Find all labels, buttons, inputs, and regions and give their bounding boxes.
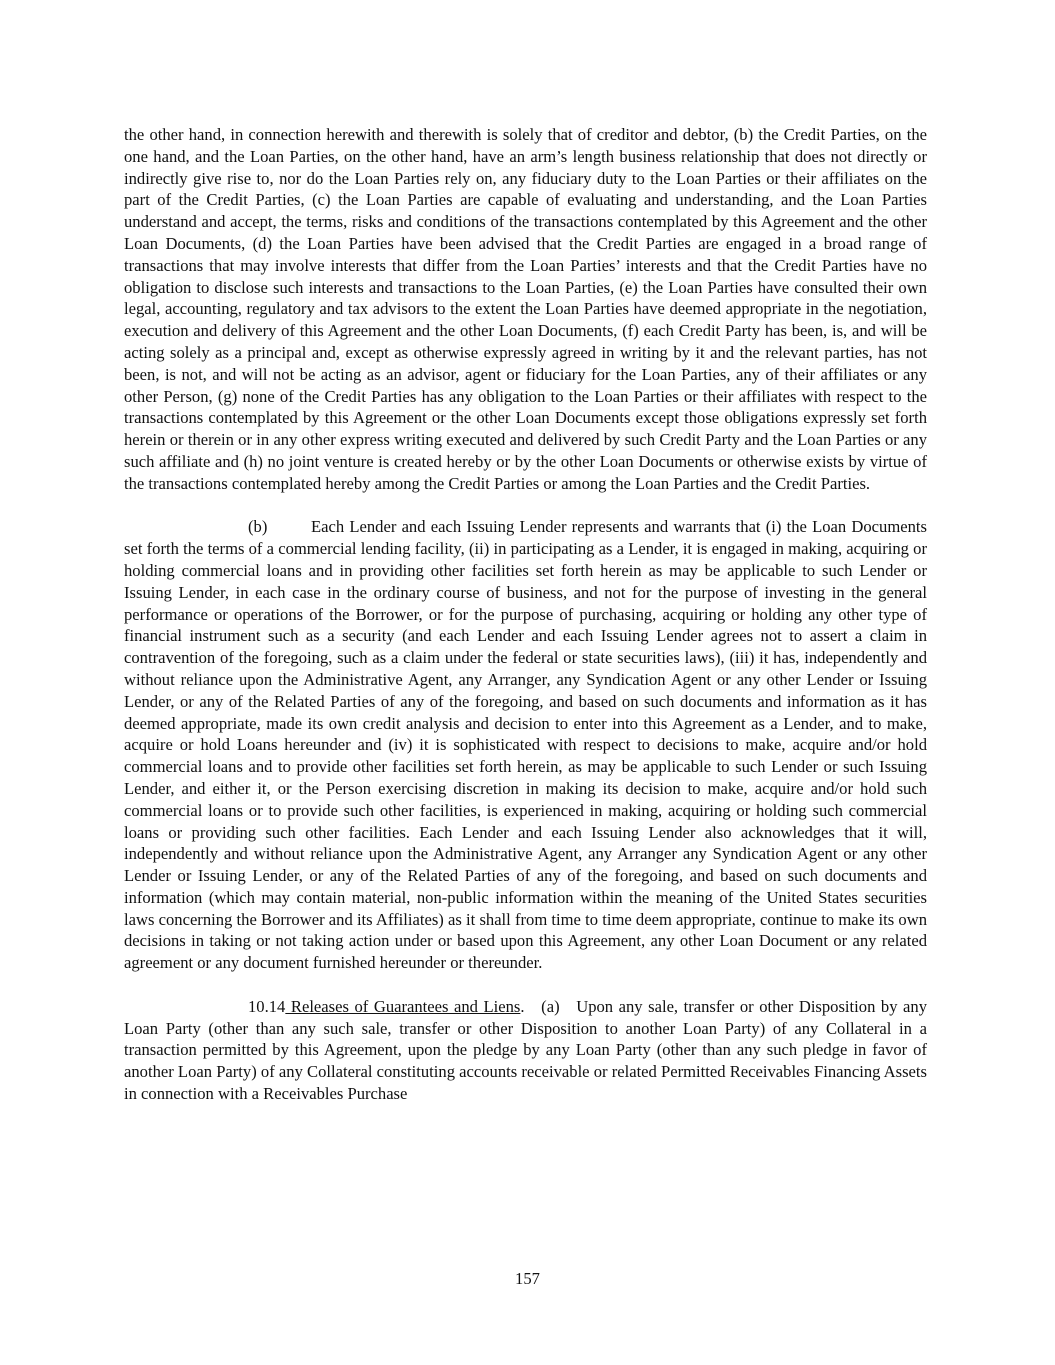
paragraph-b-text: Each Lender and each Issuing Lender represents and warrants that (i) the Loan Documents set forth the terms of a commercial lending facility, (ii) in participating as a Lender, it is engaged in making, acquiring or holding commercial loans and in providing other facilities set forth herein as may be applicable to such Lender or Issuing Lender, in each case in the ordinary course of business, and not for the purpose of investing in the general performance or operations of the Borrower, or for the purpose of purchasing, acquiring or holding any other type of financial instrument such as a security (and each Lender and each Issuing Lender agrees not to assert a claim in contravention of the foregoing, such as a claim under the federal or state securities laws), (iii) it has, independently and without reliance upon the Administrative Agent, any Arranger, any Syndication Agent or any other Lender or Issuing Lender, or any of the Related Parties of any of the foregoing, and based on such documents and information as it has deemed appropriate, made its own credit analysis and decision to enter into this Agreement as a Lender, and to make, acquire or hold Loans hereunder and (iv) it is sophisticated with respect to decisions to make, acquire and/or hold commercial loans and to provide other facilities set forth herein, as may be applicable to such Lender or such Issuing Lender, and either it, or the Person exercising discretion in making its decision to make, acquire and/or hold such commercial loans or to provide such other facilities, is experienced in making, acquiring or holding such commercial loans or providing such other facilities. Each Lender and each Issuing Lender also acknowledges that it will, independently and without reliance upon the Administrative Agent, any Arranger any Syndication Agent or any other Lender or Issuing Lender, or any of the Related Parties of any of the foregoing, and based on such documents and information (which may contain material, non-public information within the meaning of the United States securities laws concerning the Borrower and its Affiliates) as it shall from time to time deem appropriate, continue to make its own decisions in taking or not taking action under or based upon this Agreement, any other Loan Document or any related agreement or any document furnished hereunder or thereunder.: [124, 517, 927, 973]
paragraph-label: (b): [248, 517, 268, 537]
section-10-14: [124, 996, 927, 1105]
paragraph-b: [124, 516, 927, 974]
section-number: 10.14: [248, 996, 286, 1016]
section-title-period: .: [520, 996, 525, 1016]
paragraph-continuation: the other hand, in connection herewith and therewith is solely that of creditor and debtor, (b) the Credit Parties, on the one hand, and the Loan Parties, on the other hand, have an arm’s length business relationship that does not directly or indirectly give rise to, nor do the Loan Parties rely on, any fiduciary duty to the Loan Parties or their affiliates on the part of the Credit Parties, (c) the Loan Parties are capable of evaluating and understanding, and the Loan Parties understand and accept, the terms, risks and conditions of the transactions contemplated by this Agreement and the other Loan Documents, (d) the Loan Parties have been advised that the Credit Parties are engaged in a broad range of transactions that may involve interests that differ from the Loan Parties’ interests and that the Credit Parties have no obligation to disclose such interests and transactions to the Loan Parties, (e) the Loan Parties have consulted their own legal, accounting, regulatory and tax advisors to the extent the Loan Parties have deemed appropriate in the negotiation, execution and delivery of this Agreement and the other Loan Documents, (f) each Credit Party has been, is, and will be acting solely as a principal and, except as otherwise expressly agreed in writing by it and the relevant parties, has not been, is not, and will not be acting as an advisor, agent or fiduciary for the Loan Parties, any of their affiliates or any other Person, (g) none of the Credit Parties has any obligation to the Loan Parties or their affiliates with respect to the transactions contemplated by this Agreement or the other Loan Documents except those obligations expressly set forth herein or therein or in any other express writing executed and delivered by such Credit Party and the Loan Parties or any such affiliate and (h) no joint venture is created hereby or by the other Loan Documents or otherwise exists by virtue of the transactions contemplated hereby among the Credit Parties or among the Loan Parties and the Credit Parties.: [124, 125, 927, 493]
section-10-14-text: Upon any sale, transfer or other Disposition by any Loan Party (other than any such sale, transfer or other Disposition to another Loan Party) of any Collateral in a transaction permitted by this Agreement, upon the pledge by any Loan Party (other than any such pledge in favor of another Loan Party) of any Collateral constituting accounts receivable or related Permitted Receivables Financing Assets in connection with a Receivables Purchase: [124, 996, 927, 1104]
page-number: 157: [515, 1269, 540, 1288]
document-page: [124, 124, 927, 1127]
section-title: Releases of Guarantees and Liens: [285, 996, 521, 1016]
paragraph-label: (a): [541, 996, 560, 1016]
